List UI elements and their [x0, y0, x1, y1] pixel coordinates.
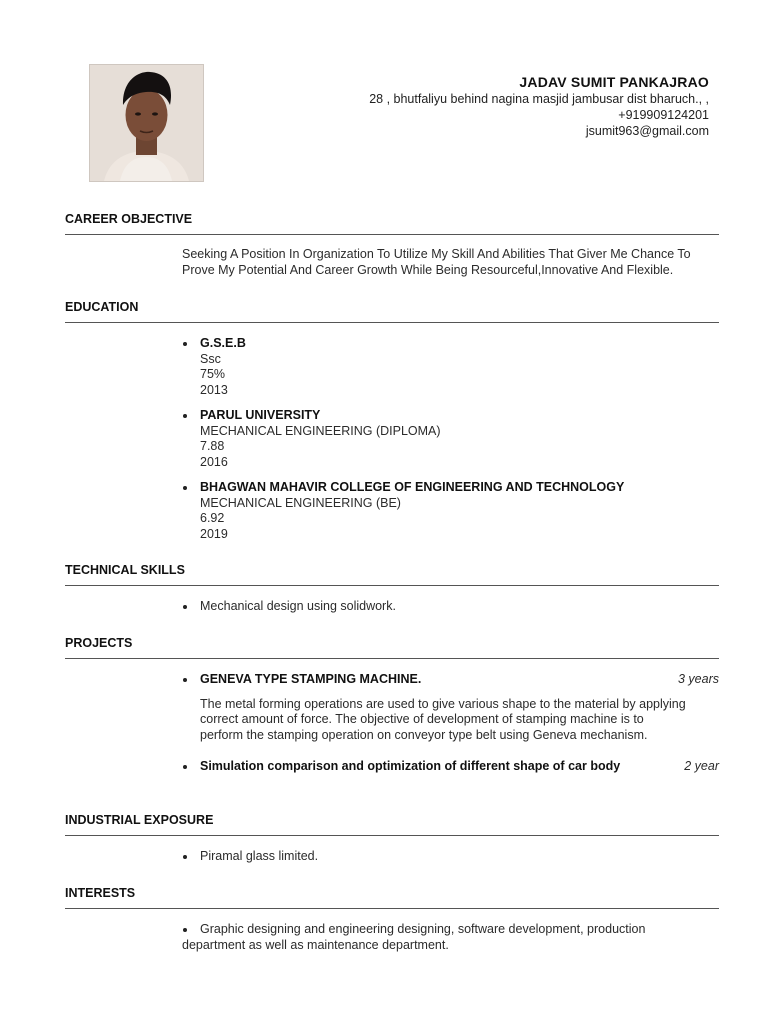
- project-header: [200, 759, 719, 775]
- description-line: The metal forming operations are used to give various shape to the material by applying: [200, 696, 686, 711]
- industrial-exposure-section: [65, 811, 719, 865]
- institution-name: BHAGWAN MAHAVIR COLLEGE OF ENGINEERING AND TECHNOLOGY: [200, 480, 625, 494]
- phone-number: +919909124201: [618, 108, 709, 122]
- course: MECHANICAL ENGINEERING (BE): [200, 495, 401, 510]
- list-item: [182, 336, 719, 398]
- objective-text: [182, 247, 719, 278]
- course: Ssc: [200, 351, 221, 366]
- education-list: [182, 336, 719, 542]
- exposure-list: [182, 849, 719, 865]
- description-line: perform the stamping operation on conveyor type belt using Geneva mechanism.: [200, 727, 648, 742]
- list-item: [182, 408, 719, 470]
- objective-line: Prove My Potential And Career Growth While Being Resourceful,Innovative And Flexible.: [182, 262, 674, 277]
- year: 2019: [200, 526, 228, 541]
- contact-block: [289, 73, 709, 139]
- projects-list: [182, 672, 719, 775]
- interests-text: [182, 922, 719, 953]
- institution-name: PARUL UNIVERSITY: [200, 408, 321, 422]
- project-header: [200, 672, 719, 688]
- skills-list: [182, 599, 719, 615]
- project-description: [200, 697, 719, 744]
- section-title: INDUSTRIAL EXPOSURE: [65, 811, 719, 836]
- technical-skills-section: [65, 561, 719, 615]
- list-item: Mechanical design using solidwork.: [182, 599, 719, 615]
- institution-name: G.S.E.B: [200, 336, 246, 350]
- career-objective-section: [65, 210, 719, 278]
- project-duration: 3 years: [678, 672, 719, 686]
- section-title: INTERESTS: [65, 884, 719, 909]
- project-name: Simulation comparison and optimization of different shape of car body: [200, 759, 621, 773]
- section-title: CAREER OBJECTIVE: [65, 210, 719, 235]
- list-item: [182, 480, 719, 542]
- list-item: [182, 672, 719, 743]
- objective-line: Seeking A Position In Organization To Utilize My Skill And Abilities That Giver Me Chance To: [182, 247, 691, 261]
- score: 6.92: [200, 511, 225, 525]
- interests-continuation: department as well as maintenance department.: [182, 937, 449, 952]
- person-portrait-icon: [90, 65, 203, 181]
- section-title: EDUCATION: [65, 298, 719, 323]
- email-address[interactable]: jsumit963@gmail.com: [585, 124, 709, 138]
- address: 28 , bhutfaliyu behind nagina masjid jambusar dist bharuch., ,: [369, 92, 709, 106]
- year: 2016: [200, 454, 228, 469]
- project-name: GENEVA TYPE STAMPING MACHINE.: [200, 672, 422, 686]
- score: 7.88: [200, 439, 225, 453]
- interests-section: [65, 884, 719, 953]
- project-duration: 2 year: [684, 759, 719, 773]
- list-item: Piramal glass limited.: [182, 849, 719, 865]
- section-title: PROJECTS: [65, 634, 719, 659]
- section-title: TECHNICAL SKILLS: [65, 561, 719, 586]
- projects-section: [65, 634, 719, 775]
- education-section: [65, 298, 719, 552]
- description-line: correct amount of force. The objective of development of stamping machine is to: [200, 712, 644, 726]
- score: 75%: [200, 367, 226, 381]
- year: 2013: [200, 382, 228, 397]
- list-item: Graphic designing and engineering designing, software development, production: [182, 922, 719, 938]
- candidate-name: JADAV SUMIT PANKAJRAO: [519, 74, 709, 90]
- profile-photo: [89, 64, 204, 182]
- course: MECHANICAL ENGINEERING (DIPLOMA): [200, 423, 441, 438]
- list-item: [182, 759, 719, 775]
